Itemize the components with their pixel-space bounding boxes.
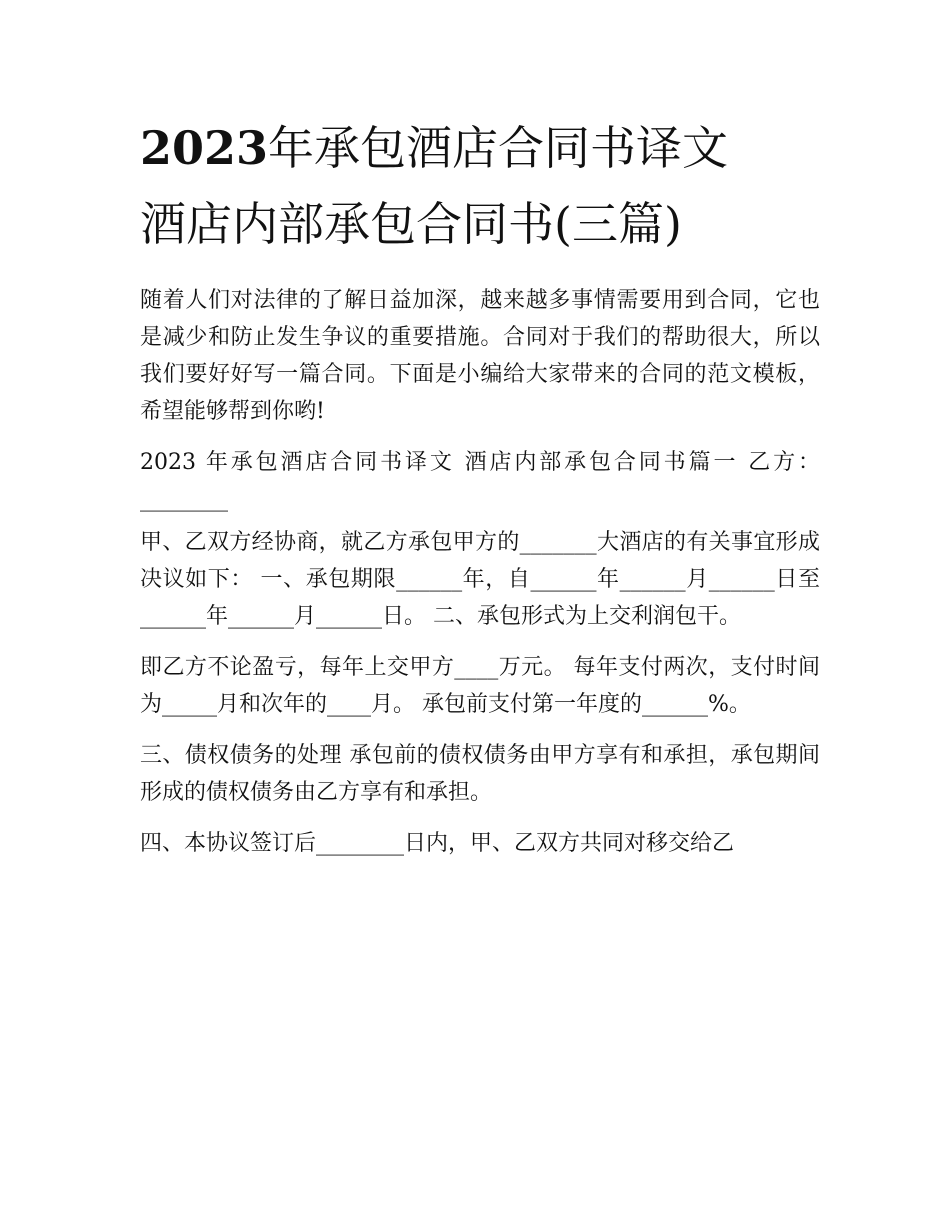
title-text: 年承包酒店合同书译文	[268, 121, 729, 175]
contract-heading-paragraph: 2023 年承包酒店合同书译文 酒店内部承包合同书篇一 乙方：________	[140, 450, 820, 512]
contract-clause-3: 三、债权债务的处理 承包前的债权债务由甲方享有和承担，承包期间形成的债权债务由乙方享有和承担。	[140, 743, 820, 805]
contract-clause-1-2: 甲、乙双方经协商，就乙方承包甲方的_______大酒店的有关事宜形成决议如下： 一、承包期限______年，自______年______月______日至______年______月______日。 二、承包形式为上交利润包干。	[140, 530, 820, 629]
document-body	[140, 282, 820, 876]
document-title-line2: 酒店内部承包合同书(三篇)	[140, 197, 682, 251]
contract-clause-4: 四、本协议签订后________日内，甲、乙双方共同对移交给乙	[140, 831, 735, 856]
document-title-line1	[140, 120, 840, 176]
title-year: 2023	[140, 121, 269, 175]
contract-payment-paragraph: 即乙方不论盈亏，每年上交甲方____万元。 每年支付两次，支付时间为_____月和次年的____月。 承包前支付第一年度的______%。	[140, 655, 820, 717]
intro-paragraph: 随着人们对法律的了解日益加深，越来越多事情需要用到合同，它也是减少和防止发生争议的重要措施。合同对于我们的帮助很大，所以我们要好好写一篇合同。下面是小编给大家带来的合同的范文模板，希望能够帮到你哟!	[140, 288, 820, 424]
